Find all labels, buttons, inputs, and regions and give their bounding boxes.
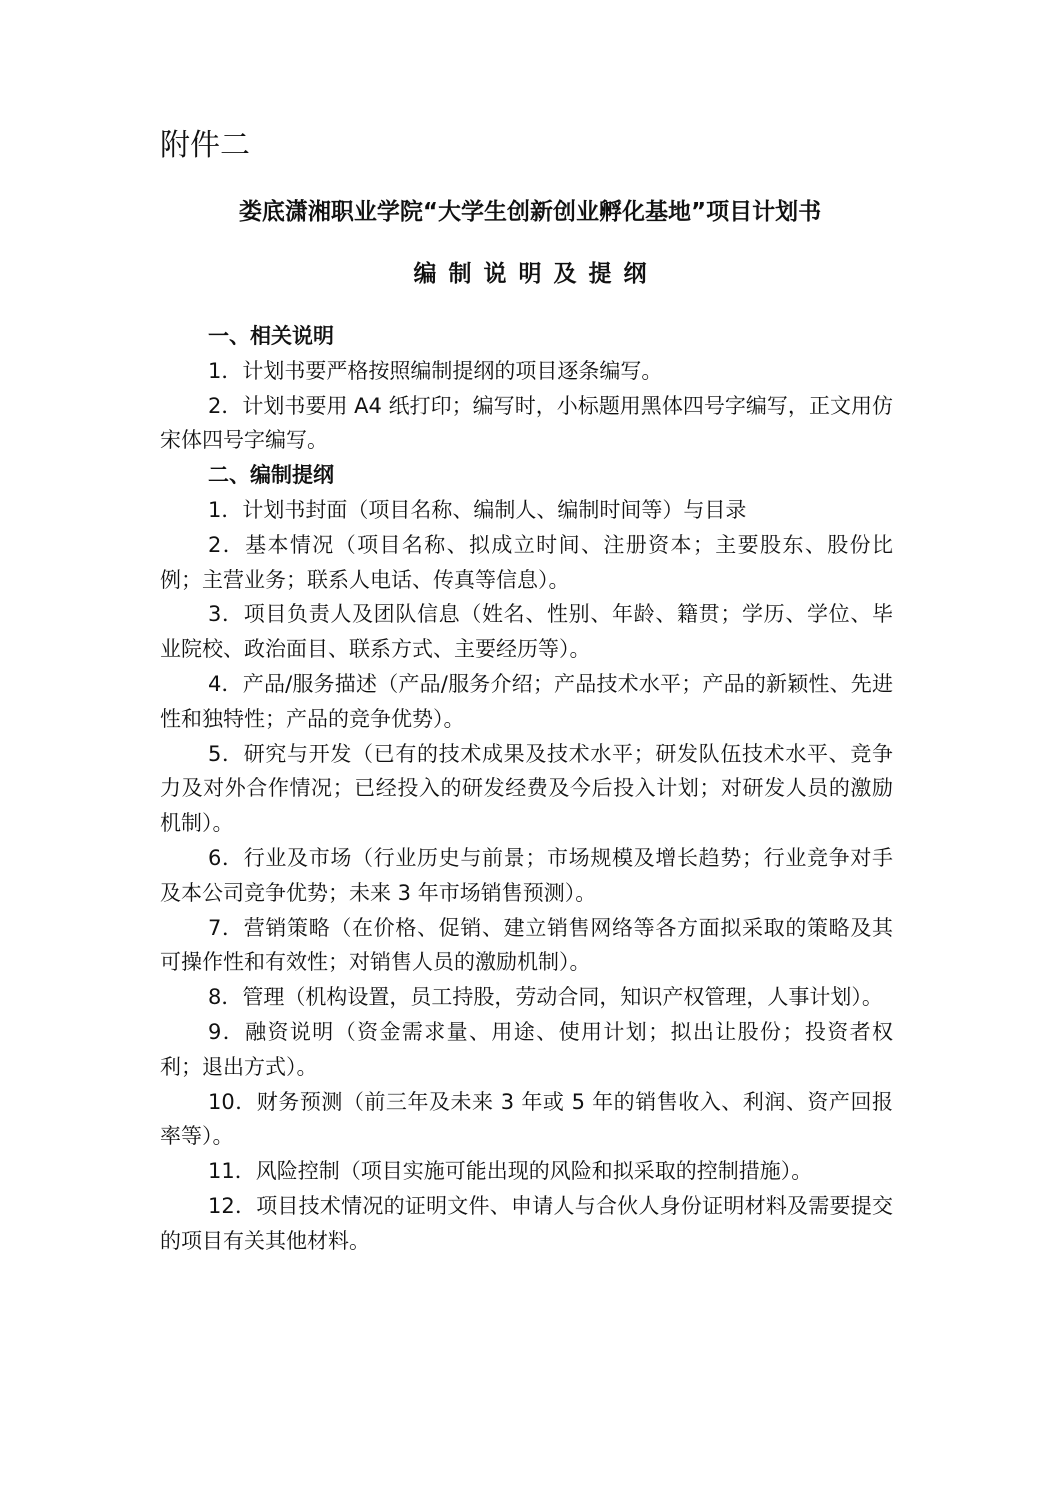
outline-item-3: 3．项目负责人及团队信息（姓名、性别、年龄、籍贯；学历、学位、毕业院校、政治面目、联系方式、主要经历等）。 [160,602,893,662]
outline-item-12: 12．项目技术情况的证明文件、申请人与合伙人身份证明材料及需要提交的项目有关其他材料。 [160,1193,893,1253]
section-heading-related-notes: 一、相关说明 [208,324,334,348]
outline-item-7: 7．营销策略（在价格、促销、建立销售网络等各方面拟采取的策略及其可操作性和有效性；对销售人员的激励机制）。 [160,915,893,975]
outline-item-5: 5．研究与开发（已有的技术成果及技术水平；研发队伍技术水平、竞争力及对外合作情况；已经投入的研发经费及今后投入计划；对研发人员的激励机制）。 [160,741,893,836]
outline-item-4: 4．产品/服务描述（产品/服务介绍；产品技术水平；产品的新颖性、先进性和独特性；产品的竞争优势）。 [160,671,893,731]
related-note-item-2: 2．计划书要用 A4 纸打印；编写时，小标题用黑体四号字编写，正文用仿宋体四号字编写。 [160,393,893,453]
outline-item-6: 6．行业及市场（行业历史与前景；市场规模及增长趋势；行业竞争对手及本公司竞争优势；未来 3 年市场销售预测）。 [160,845,893,905]
attachment-label: 附件二 [160,128,250,163]
section-heading-outline: 二、编制提纲 [208,463,334,488]
outline-item-11: 11．风险控制（项目实施可能出现的风险和拟采取的控制措施）。 [208,1159,813,1184]
document-subtitle: 编制说明及提纲 [413,261,659,287]
outline-item-2: 2．基本情况（项目名称、拟成立时间、注册资本；主要股东、股份比例；主营业务；联系人电话、传真等信息）。 [160,532,893,592]
outline-item-1: 1．计划书封面（项目名称、编制人、编制时间等）与目录 [208,497,747,522]
document-title: 娄底潇湘职业学院“大学生创新创业孵化基地”项目计划书 [238,199,822,225]
document-body [160,319,893,1259]
outline-item-8: 8．管理（机构设置，员工持股，劳动合同，知识产权管理，人事计划）。 [208,985,883,1010]
related-note-item-1: 1．计划书要严格按照编制提纲的项目逐条编写。 [208,358,663,383]
outline-item-10: 10．财务预测（前三年及未来 3 年或 5 年的销售收入、利润、资产回报率等）。 [160,1089,893,1149]
outline-item-9: 9．融资说明（资金需求量、用途、使用计划；拟出让股份；投资者权利；退出方式）。 [160,1019,893,1079]
